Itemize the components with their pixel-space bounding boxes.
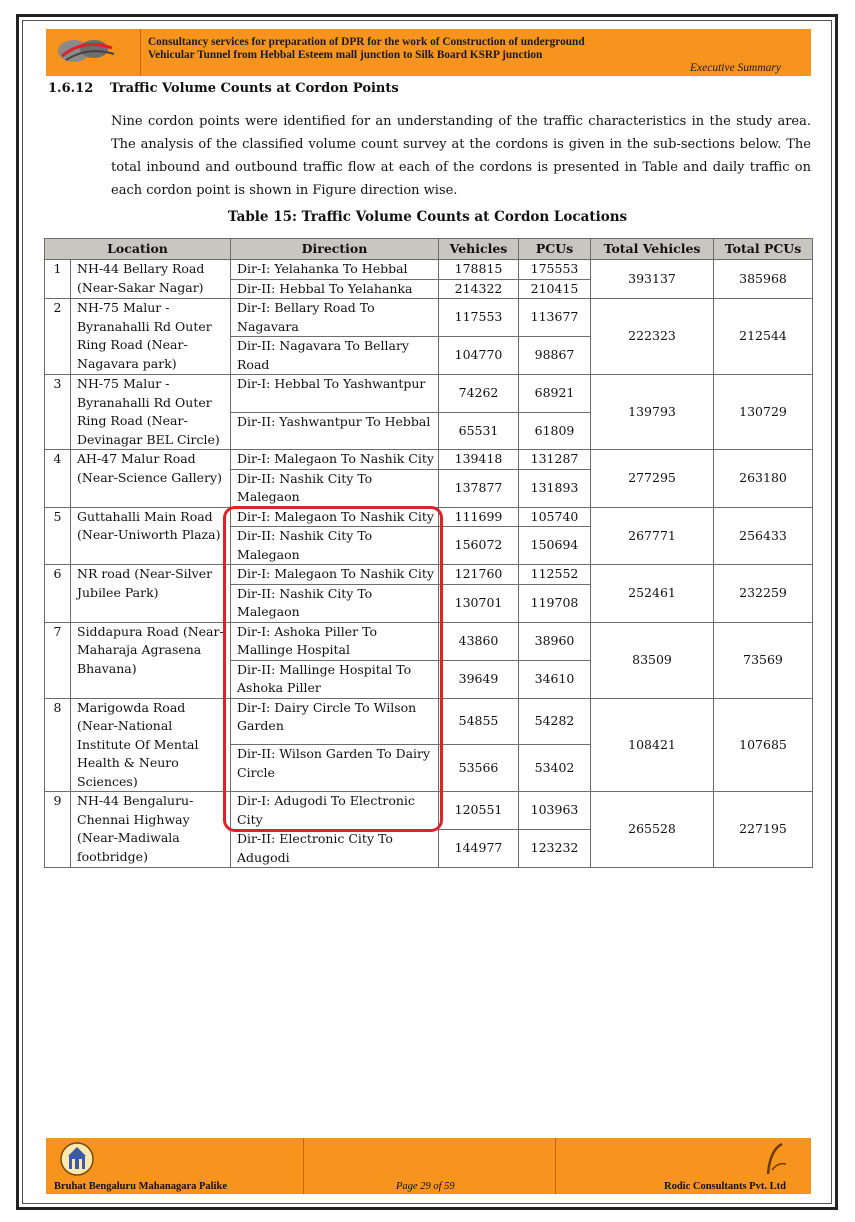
location-cell: Siddapura Road (Near-Maharaja Agrasena Bhavana) <box>71 622 231 698</box>
vehicles-cell: 144977 <box>439 830 519 868</box>
pcus-cell: 175553 <box>519 260 591 280</box>
vehicles-cell: 39649 <box>439 660 519 698</box>
pcus-cell: 210415 <box>519 279 591 299</box>
table-caption: Table 15: Traffic Volume Counts at Cordon Locations <box>227 209 628 225</box>
total-pcus-cell: 73569 <box>714 622 813 698</box>
total-vehicles-cell: 267771 <box>591 507 714 565</box>
pcus-cell: 131287 <box>519 450 591 470</box>
direction-cell: Dir-II: Nashik City To Malegaon <box>231 527 439 565</box>
vehicles-cell: 74262 <box>439 375 519 413</box>
direction-cell: Dir-II: Yashwantpur To Hebbal <box>231 412 439 450</box>
total-pcus-cell: 107685 <box>714 698 813 792</box>
serial-number: 9 <box>45 792 71 868</box>
header-line-1: Consultancy services for preparation of DPR for the work of Construction of underground <box>148 36 585 48</box>
location-cell: NR road (Near-Silver Jubilee Park) <box>71 565 231 623</box>
serial-number: 7 <box>45 622 71 698</box>
header-line-2: Vehicular Tunnel from Hebbal Esteem mall junction to Silk Board KSRP junction <box>148 49 543 61</box>
total-pcus-cell: 232259 <box>714 565 813 623</box>
serial-number: 2 <box>45 299 71 375</box>
pcus-cell: 61809 <box>519 412 591 450</box>
direction-cell: Dir-I: Malegaon To Nashik City <box>231 565 439 585</box>
vehicles-cell: 214322 <box>439 279 519 299</box>
serial-number: 6 <box>45 565 71 623</box>
total-vehicles-cell: 108421 <box>591 698 714 792</box>
table-row <box>45 450 813 470</box>
vehicles-cell: 65531 <box>439 412 519 450</box>
total-vehicles-cell: 222323 <box>591 299 714 375</box>
total-pcus-cell: 256433 <box>714 507 813 565</box>
pcus-cell: 38960 <box>519 622 591 660</box>
total-pcus-cell: 130729 <box>714 375 813 450</box>
header-divider <box>140 29 141 76</box>
vehicles-cell: 54855 <box>439 698 519 745</box>
direction-cell: Dir-II: Nashik City To Malegaon <box>231 584 439 622</box>
total-vehicles-cell: 83509 <box>591 622 714 698</box>
pcus-cell: 68921 <box>519 375 591 413</box>
direction-cell: Dir-II: Mallinge Hospital To Ashoka Piller <box>231 660 439 698</box>
footer-divider-2 <box>555 1138 556 1194</box>
pcus-cell: 54282 <box>519 698 591 745</box>
direction-cell: Dir-I: Hebbal To Yashwantpur <box>231 375 439 413</box>
total-vehicles-cell: 393137 <box>591 260 714 299</box>
direction-cell: Dir-II: Nashik City To Malegaon <box>231 469 439 507</box>
vehicles-cell: 156072 <box>439 527 519 565</box>
vehicles-cell: 104770 <box>439 337 519 375</box>
rodic-logo-icon <box>760 1140 790 1178</box>
pcus-cell: 103963 <box>519 792 591 830</box>
direction-cell: Dir-I: Malegaon To Nashik City <box>231 450 439 470</box>
footer-consultant: Rodic Consultants Pvt. Ltd <box>664 1181 786 1192</box>
section-number: 1.6.12 <box>48 81 94 96</box>
total-pcus-cell: 263180 <box>714 450 813 508</box>
location-cell: NH-44 Bengaluru-Chennai Highway (Near-Madiwala footbridge) <box>71 792 231 868</box>
vehicles-cell: 111699 <box>439 507 519 527</box>
vehicles-cell: 139418 <box>439 450 519 470</box>
col-header-pcus: PCUs <box>519 239 591 260</box>
pcus-cell: 123232 <box>519 830 591 868</box>
direction-cell: Dir-II: Wilson Garden To Dairy Circle <box>231 745 439 792</box>
serial-number: 5 <box>45 507 71 565</box>
table-row <box>45 260 813 280</box>
table-row <box>45 299 813 337</box>
direction-cell: Dir-I: Malegaon To Nashik City <box>231 507 439 527</box>
direction-cell: Dir-I: Yelahanka To Hebbal <box>231 260 439 280</box>
bbmp-emblem-icon <box>58 1141 96 1181</box>
section-paragraph: Nine cordon points were identified for an understanding of the traffic characteristics in the study area. The analysis of the classified volume count survey at the cordons is given in the sub-sections below. The total inbound and outbound traffic flow at each of the cordons is presented in Table and daily traffic on each cordon point is shown in Figure direction wise. <box>111 114 811 198</box>
total-pcus-cell: 212544 <box>714 299 813 375</box>
section-title: Traffic Volume Counts at Cordon Points <box>110 81 399 96</box>
vehicles-cell: 53566 <box>439 745 519 792</box>
vehicles-cell: 43860 <box>439 622 519 660</box>
col-header-total-pcus: Total PCUs <box>714 239 813 260</box>
total-pcus-cell: 227195 <box>714 792 813 868</box>
pcus-cell: 113677 <box>519 299 591 337</box>
direction-cell: Dir-I: Bellary Road To Nagavara <box>231 299 439 337</box>
col-header-vehicles: Vehicles <box>439 239 519 260</box>
direction-cell: Dir-II: Nagavara To Bellary Road <box>231 337 439 375</box>
consultant-logo-icon <box>54 32 120 70</box>
pcus-cell: 105740 <box>519 507 591 527</box>
direction-cell: Dir-I: Dairy Circle To Wilson Garden <box>231 698 439 745</box>
col-header-location: Location <box>45 239 231 260</box>
pcus-cell: 131893 <box>519 469 591 507</box>
col-header-total-vehicles: Total Vehicles <box>591 239 714 260</box>
col-header-direction: Direction <box>231 239 439 260</box>
serial-number: 8 <box>45 698 71 792</box>
serial-number: 3 <box>45 375 71 450</box>
pcus-cell: 119708 <box>519 584 591 622</box>
footer-page-number: Page 29 of 59 <box>396 1181 455 1192</box>
table-row <box>45 375 813 413</box>
location-cell: Guttahalli Main Road (Near-Uniworth Plaza) <box>71 507 231 565</box>
pcus-cell: 112552 <box>519 565 591 585</box>
location-cell: NH-75 Malur - Byranahalli Rd Outer Ring Road (Near-Nagavara park) <box>71 299 231 375</box>
total-vehicles-cell: 277295 <box>591 450 714 508</box>
pcus-cell: 150694 <box>519 527 591 565</box>
direction-cell: Dir-I: Adugodi To Electronic City <box>231 792 439 830</box>
serial-number: 4 <box>45 450 71 508</box>
footer-organization: Bruhat Bengaluru Mahanagara Palike <box>54 1181 227 1192</box>
table-header-row <box>45 239 813 260</box>
total-vehicles-cell: 139793 <box>591 375 714 450</box>
total-vehicles-cell: 252461 <box>591 565 714 623</box>
location-cell: NH-44 Bellary Road (Near-Sakar Nagar) <box>71 260 231 299</box>
footer-divider-1 <box>303 1138 304 1194</box>
vehicles-cell: 137877 <box>439 469 519 507</box>
serial-number: 1 <box>45 260 71 299</box>
location-cell: Marigowda Road (Near-National Institute Of Mental Health & Neuro Sciences) <box>71 698 231 792</box>
pcus-cell: 53402 <box>519 745 591 792</box>
vehicles-cell: 130701 <box>439 584 519 622</box>
total-vehicles-cell: 265528 <box>591 792 714 868</box>
vehicles-cell: 178815 <box>439 260 519 280</box>
direction-cell: Dir-II: Electronic City To Adugodi <box>231 830 439 868</box>
location-cell: AH-47 Malur Road (Near-Science Gallery) <box>71 450 231 508</box>
pcus-cell: 34610 <box>519 660 591 698</box>
vehicles-cell: 117553 <box>439 299 519 337</box>
direction-cell: Dir-I: Ashoka Piller To Mallinge Hospital <box>231 622 439 660</box>
pcus-cell: 98867 <box>519 337 591 375</box>
location-cell: NH-75 Malur - Byranahalli Rd Outer Ring Road (Near-Devinagar BEL Circle) <box>71 375 231 450</box>
vehicles-cell: 120551 <box>439 792 519 830</box>
total-pcus-cell: 385968 <box>714 260 813 299</box>
header-project-title <box>148 36 678 62</box>
header-section-label: Executive Summary <box>690 62 782 74</box>
highlight-box <box>223 506 443 832</box>
vehicles-cell: 121760 <box>439 565 519 585</box>
direction-cell: Dir-II: Hebbal To Yelahanka <box>231 279 439 299</box>
